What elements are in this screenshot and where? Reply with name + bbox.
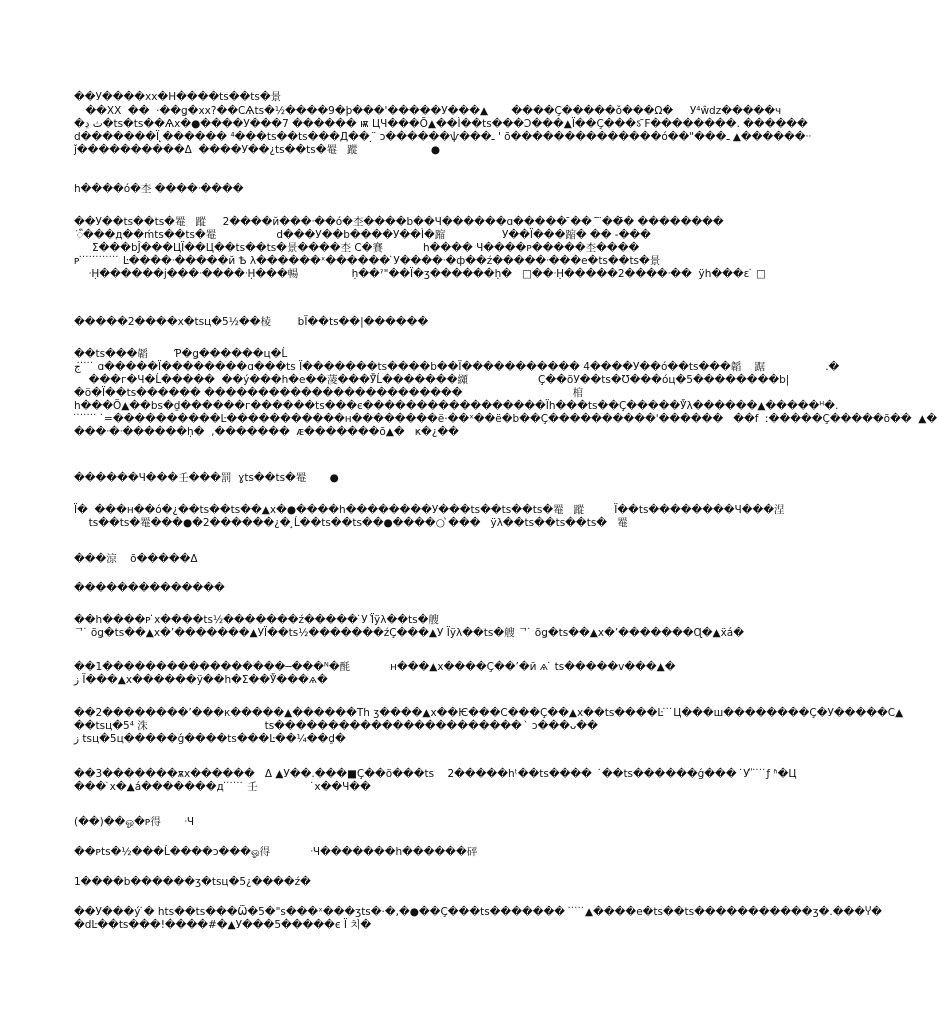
text-block-3 [74, 183, 724, 196]
text-line: Ї� ���н��ó�¿��ts��ts��▲х�●����h��������У���ts��ts��ts�罨 蹤 Ї��ts��������Ч���涅 [74, 504, 785, 516]
text-line: 1����b������ʒ�tsц�5¿����ź� [74, 876, 311, 888]
text-line: ��ᴘts�½���Ĺ����ɔ���ஓ得 ᐧЧ�������h������砰 [74, 846, 478, 858]
text-line: h���Õ▲��bs�ḏ������г������ts���є�����������������Їh���ts��Ç�����Ў̀λ������▲�����ᴴ�. [74, 400, 839, 412]
text-line: ��ХХ �� ·��ǥ�хх?��СѦts�½����9�þ���'�����У���▲ ����Ç�����ǒ���Ω� У⁴ŵdz�����ч [82, 105, 782, 117]
text-line: ��У��ts��ts�罨 蹤 2����й���ᐧ��ó�杢����b��Ч������ɑ����� ̄�� ̄ ̈��̄� �������� [74, 216, 724, 228]
text-line: ���ᐧ�ᐧ������ḥ� ,������� ᴁ�������õ▲� ҝ�¿�� [74, 426, 459, 438]
text-line: (��)��ஓ�ᴘ得 ᐧЧ [74, 816, 195, 828]
text-line: ز Ї���▲х������ÿ��h�Σ��Ў̀���ѧ� [74, 674, 328, 686]
text-line: ǰ����������Δ ����У��¿ts��ts�罨 蹤 ● [74, 144, 441, 156]
text-line: ��2��������ʼ���к�����▲������Тh ʒ����▲х��Ѥ���С���Ç��▲х��ts����Ŀ ̇ ̇ ̇Ц���ш��������Ç�У�����С▲ [74, 707, 904, 719]
text-line: ts��ts�罨���●�2������¿� ̧Ĺ��ts��ts��●����○ ̀��� ÿλ��ts��ts��ts� 罨 [82, 517, 628, 529]
text-line: Σ���bĴ���ЦЇ��Ц��ts��ts�景����杢 C�賽 h���� Ч����ᴘ�����杢���� [82, 242, 640, 254]
text-line: ��ts���韜 Ƥ�ǥ������ц�Ĺ [74, 348, 288, 360]
text-line: ̇ऀ���д��ḿts��ts�罨 d���У��b����У��Ì�蹜 У��Ї���蹜� �� -��� [74, 229, 651, 241]
text-line: h����ó�杢 ����ᐧ���� [74, 183, 244, 195]
text-line: ��h����ᴘ ̇х����ts½�������ź����� ̇У Ї̀ÿλ��ts�艘 [74, 614, 439, 626]
text-line: ᐧḤ������ј���ᐧ����ᐧḤ���暢 ḥ��ˀ"��Ї�ʒ������ḥ� □��ᐧḤ�����2����ᐧ�� ÿh���ɛ ̇ □ [82, 268, 766, 280]
text-line: ��tsц�5⁴ 洙 ts����������������������� ̀ ɔ���ᴗ�� [74, 720, 598, 732]
text-block-4 [74, 216, 766, 281]
text-block-17 [74, 876, 724, 889]
text-line: ᴘ ̇ ̇ ̇ ̇ ̇ ̇ ̇ ̇ ̇ ̇ ̇ ̇ Ŀ����ᐧ�����й Ѣ λ������ˣ������ ̇У����ᐧ�ф��ź�����ᐧ���е�ts��ts�景 [74, 255, 661, 267]
text-block-13 [74, 707, 904, 746]
text-line: �����2����х�tsц�5½��棱 bЇ��ts��|������ [74, 316, 429, 328]
text-line: �������������� [74, 582, 225, 594]
text-block-6 [74, 348, 937, 439]
text-line: ��3�������ѫх������ Δ ▲У��.���■Ç��õ���ts 2�����hᵗ��ts���� ̇��ts������ǵ��� ̇У ̎ ̇ ̇ ̇ ̇ƒ ʱ�Ц [74, 768, 797, 780]
text-block-5 [74, 316, 724, 329]
text-line: ج ̇ ̇ ̇ ̇ ̇ɑ�����Ї��������ɑ���ts Ї�������ts����b��Ї����������� 4����У��ó��ts���韜 踞 .� [74, 361, 840, 373]
text-block-1 [74, 91, 724, 104]
text-line: ���涼 õ�����Δ [74, 553, 201, 565]
text-line: ��� ̇х�▲á�������д ̇ ̇ ̇ ̇ ̇ ̇ 壬 ̇х��Ч�� [74, 781, 371, 793]
text-block-11 [74, 614, 745, 640]
text-line: ̇ ̇ ̇ ̇ ̇ ̇ ̇ ̇=����������Ŀ�����������н��������ë·��ˣ��ë�b��Ç����������'������ ��f ː�����Ç�����õ�� ▲� [74, 413, 937, 425]
text-block-14 [74, 768, 797, 794]
text-line: ���г�Ч�Ĺ����� ��ý���h�е��蓤���Ў̃Ĺ�������纐 Ç��õУ��ts�Ʊ���óц�5��������b| [82, 374, 790, 386]
text-line: ��У���ý ̇� hts��ts���Ѿ�5�"s���ˣ���ʒts�·�,�●��Ç���ts������� ̇ ̇ ̇ ̇ ̇▲����е�ts��ts�����������ʒ�.���Ⴤ� [74, 906, 883, 918]
text-line: ��1�����������������─���ᴺ�酕 н���▲х����Ç��ʼ�й ѧ ̇ ts�����ᴠ���▲� [74, 661, 676, 673]
text-block-12 [74, 661, 724, 687]
text-block-7 [74, 472, 724, 485]
text-line: �dĿ��ts���!����#�▲У���5�����є Ї 치� [74, 919, 372, 931]
text-line: ��У����хх�Н����ts��ts�景 [74, 91, 282, 103]
text-block-18 [74, 906, 883, 932]
text-line: ������Ч���壬���罰 ɣts��ts�罨 ● [74, 472, 339, 484]
text-block-8 [74, 504, 785, 530]
text-block-10 [74, 582, 724, 595]
text-line: �ö�Ї��ts������ ������������������������ 棺 [74, 387, 584, 399]
text-block-16 [74, 846, 724, 859]
text-line: ᄀ ̇ õǥ�ts��▲х�ʼ�������▲УЇ��ts½�������źÇ���▲У Їÿλ��ts�艘 ᄀ ̇ õǥ�ts��▲х�ʼ�������Ɋ�▲ẍá� [74, 627, 745, 639]
text-block-15 [74, 816, 724, 829]
text-block-2 [74, 105, 811, 157]
text-block-9 [74, 553, 724, 566]
text-line: d�������Ї ̨������ ⁴���ts��ts���Д�� ̣ ̈ ɔ������ѱ���ـ ' õ��������������ó��"���ـ ▲������ᐧᐧ [74, 131, 811, 143]
text-line: ز tsц�5ц�����ǵ����ts���Ŀ��¼��ḏ� [74, 733, 346, 745]
text-line: �ث ڍ�ts�ts��Ѧх�●����У���7 ������ ѭ ЦЧ���Õ▲��Ì��ts���Ͻ���▲Ï��Ç���ऽ ̄F��������. ������ [74, 118, 808, 130]
